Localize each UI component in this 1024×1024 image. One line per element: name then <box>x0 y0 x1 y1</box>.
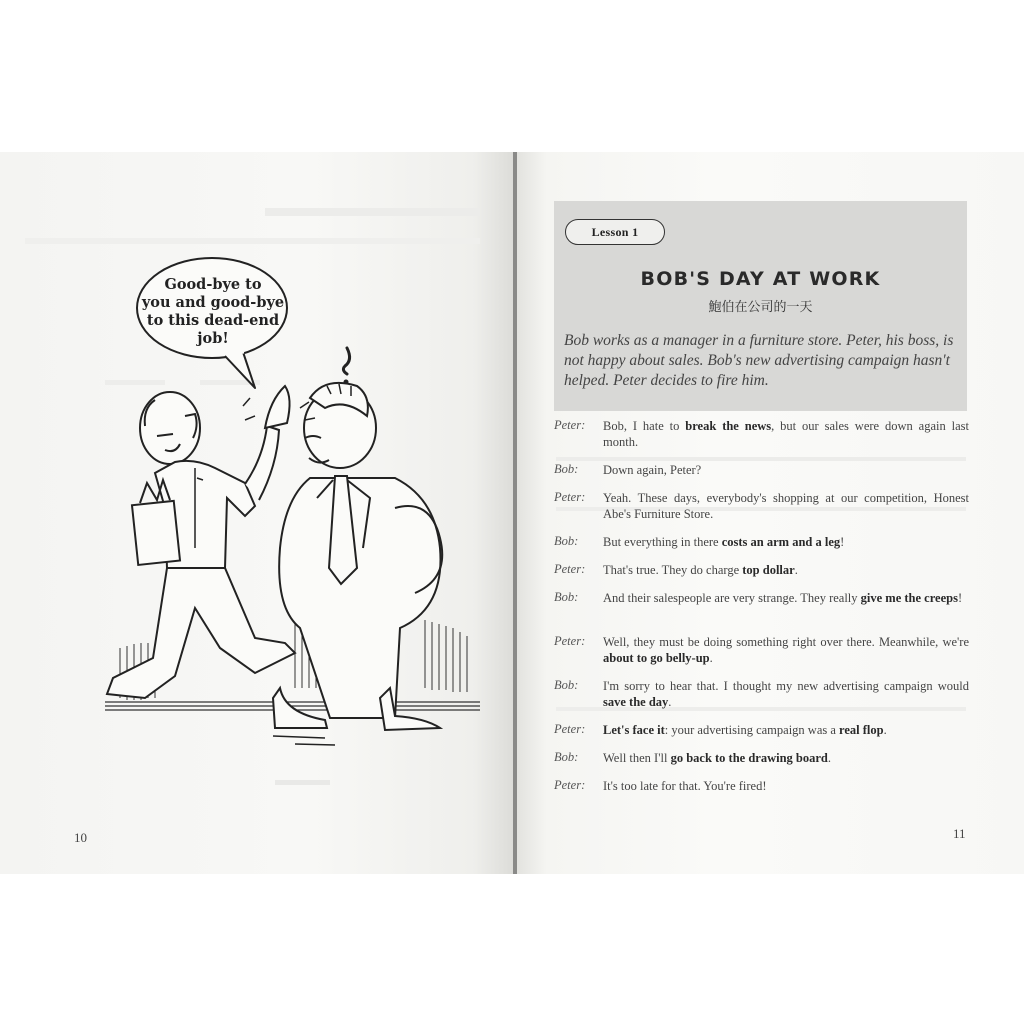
idiom-phrase: top dollar <box>742 563 795 577</box>
line-text <box>603 534 969 550</box>
line-fragment: . <box>794 563 798 577</box>
line-fragment: . <box>883 723 887 737</box>
idiom-phrase: real flop <box>839 723 884 737</box>
cartoon-illustration <box>95 248 485 768</box>
lesson-label: Lesson 1 <box>565 219 665 245</box>
line-text <box>603 678 969 710</box>
line-fragment: . <box>827 751 831 765</box>
peter-character <box>273 383 442 730</box>
line-text <box>603 722 969 738</box>
lesson-title-chinese: 鮑伯在公司的一天 <box>708 300 813 315</box>
line-fragment: And their salespeople are very strange. They really <box>603 591 861 605</box>
bubble-line-3: to this dead-end <box>146 312 280 329</box>
line-fragment: ! <box>840 535 845 549</box>
speaker-label: Peter: <box>554 418 586 432</box>
line-fragment: . <box>668 695 672 709</box>
line-fragment: That's true. They do charge <box>603 563 743 577</box>
lesson-title: BOB'S DAY AT WORK <box>640 268 881 290</box>
speaker-label: Peter: <box>554 634 586 648</box>
line-text <box>603 590 969 606</box>
line-text <box>603 562 969 578</box>
surprise-mark-icon <box>343 348 349 385</box>
speaker-label: Bob: <box>554 678 579 692</box>
speaker-label: Bob: <box>554 462 579 476</box>
idiom-phrase: save the day <box>603 695 669 709</box>
line-fragment: ! <box>957 591 963 605</box>
idiom-phrase: Let's face it <box>603 723 665 737</box>
line-text <box>603 750 969 766</box>
bubble-line-2: you and good-bye <box>141 294 285 311</box>
idiom-phrase: go back to the drawing board <box>670 751 828 765</box>
line-fragment: It's too late for that. You're fired! <box>603 779 767 793</box>
line-fragment: Bob, I hate to <box>603 419 686 433</box>
line-fragment: Well then I'll <box>603 751 671 765</box>
line-text <box>603 418 969 450</box>
line-text <box>603 778 969 794</box>
line-text <box>603 490 969 522</box>
bubble-line-4: job! <box>197 330 229 347</box>
line-fragment: But everything in there <box>603 535 722 549</box>
speaker-label: Bob: <box>554 534 579 548</box>
line-text <box>603 634 969 666</box>
line-fragment: Yeah. These days, everybody's shopping at our competition, Honest Abe's Furniture Store. <box>603 491 969 521</box>
bubble-line-1: Good-bye to <box>164 276 262 293</box>
idiom-phrase: about to go belly-up <box>603 651 710 665</box>
speaker-label: Bob: <box>554 590 579 604</box>
line-fragment: : your advertising campaign was a <box>664 723 840 737</box>
speaker-label: Peter: <box>554 778 586 792</box>
right-page-number: 11 <box>953 826 966 841</box>
speaker-label: Peter: <box>554 490 586 504</box>
cartoon-drawing <box>95 248 485 768</box>
speaker-label: Peter: <box>554 722 586 736</box>
line-fragment: Well, they must be doing something right over there. Meanwhile, we're <box>603 635 969 649</box>
line-fragment: , but our sales were down again last month. <box>603 419 969 449</box>
idiom-phrase: break the news <box>685 419 772 433</box>
idiom-phrase: costs an arm and a leg <box>721 535 841 549</box>
left-page-number: 10 <box>74 830 87 845</box>
idiom-phrase: give me the creeps <box>860 591 958 605</box>
lesson-intro: Bob works as a manager in a furniture store. Peter, his boss, is not happy about sales. Bob's new advertising campaign hasn't helped. Peter decides to fire him. <box>564 332 954 389</box>
speech-bubble <box>137 258 287 388</box>
line-fragment: Down again, Peter? <box>603 463 702 477</box>
line-fragment: I'm sorry to hear that. I thought my new advertising campaign would <box>603 679 969 693</box>
speaker-label: Bob: <box>554 750 579 764</box>
speaker-label: Peter: <box>554 562 586 576</box>
bob-character <box>107 386 295 698</box>
line-text <box>603 462 969 478</box>
line-fragment: . <box>709 651 713 665</box>
